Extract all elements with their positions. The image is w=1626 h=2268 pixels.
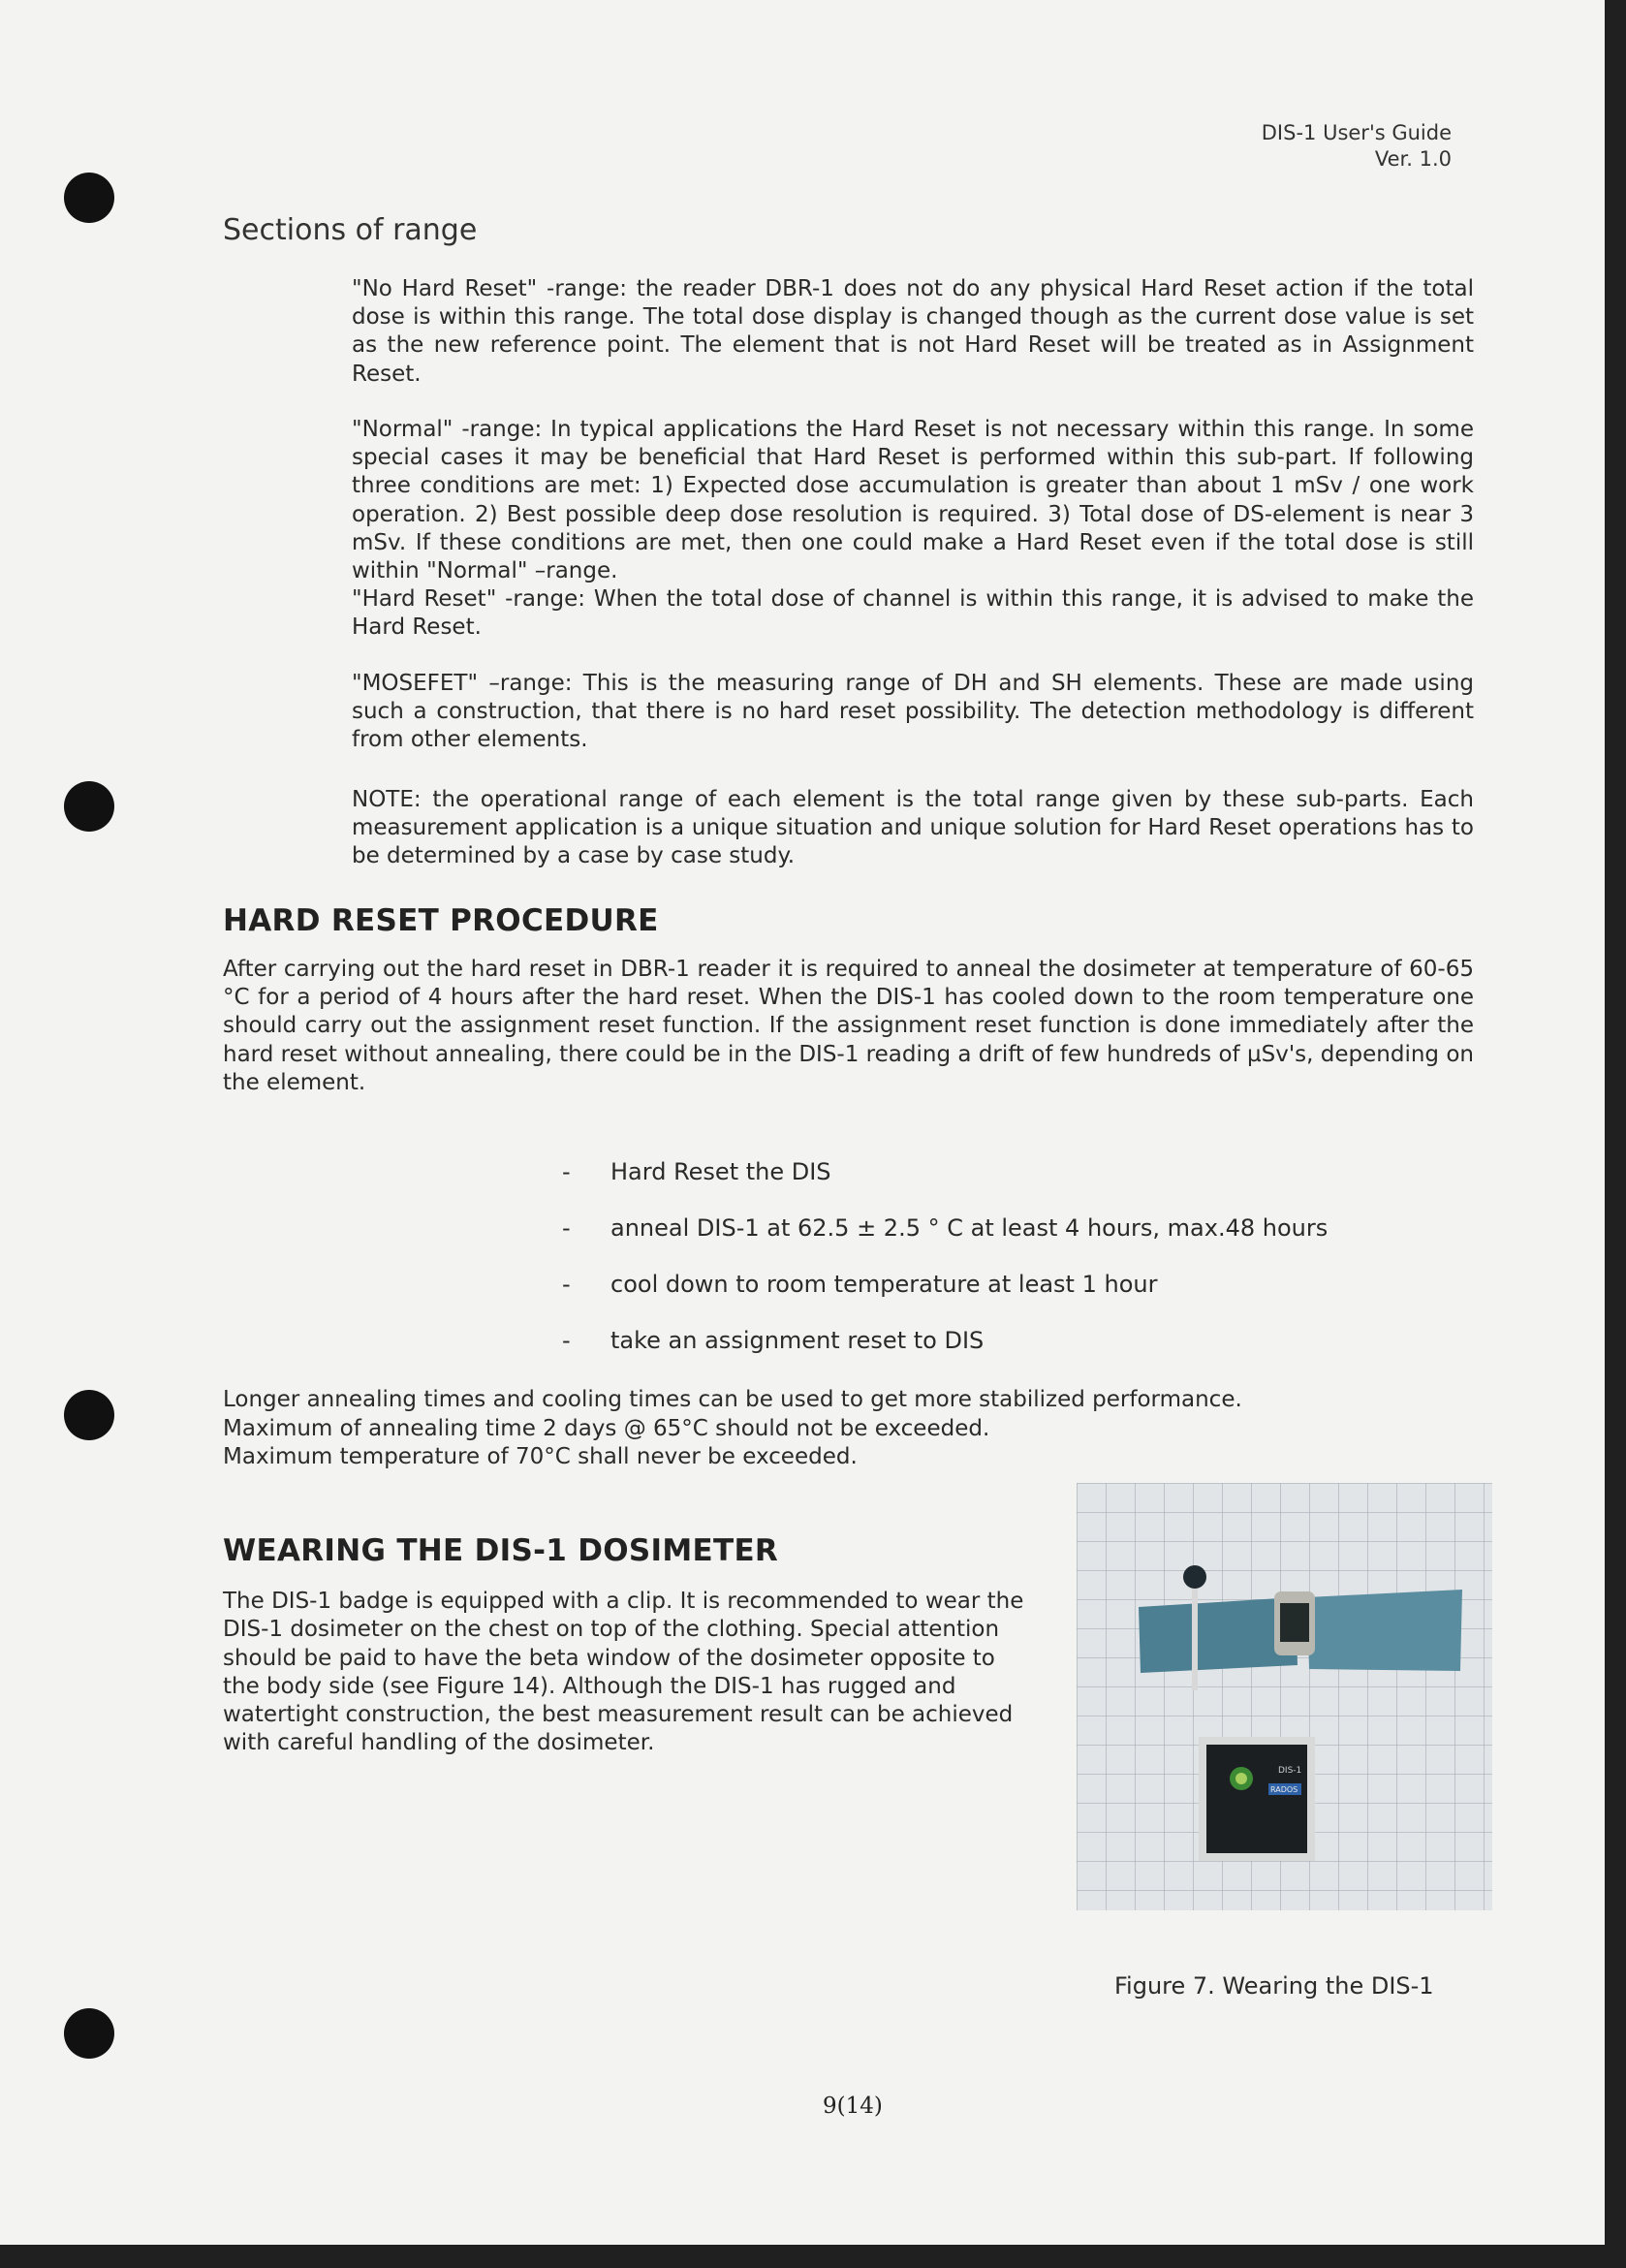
hard-reset-steps-list xyxy=(562,1157,1328,1382)
annealing-note-1: Longer annealing times and cooling times can be used to get more stabilized performance. xyxy=(223,1387,1242,1412)
binder-hole-4 xyxy=(64,2008,114,2059)
binder-hole-3 xyxy=(64,1390,114,1440)
page-number: 9(14) xyxy=(823,2094,883,2119)
wearing-paragraph: The DIS-1 badge is equipped with a clip. It is recommended to wear the DIS-1 dosimeter on the chest on top of the clothing. Special attention should be paid to have the beta window of the dosimeter opposite to the body side (see Figure 14). Although the DIS-1 has rugged and watertight construction, the best measurement result can be achieved with careful handling of the dosimeter. xyxy=(223,1589,1024,1756)
hard-reset-range-paragraph: "Hard Reset" -range: When the total dose of channel is within this range, it is advised to make the Hard Reset. xyxy=(352,586,1474,641)
list-item xyxy=(562,1270,1328,1326)
step-text: Hard Reset the DIS xyxy=(610,1158,831,1185)
note-paragraph: NOTE: the operational range of each element is the total range given by these sub-parts. Each measurement application is a unique situation and unique solution for Hard Reset operations has to be determined by a case by case study. xyxy=(352,787,1474,869)
normal-range-paragraph: "Normal" -range: In typical applications the Hard Reset is not necessary within this range. In some special cases it may be beneficial that Hard Reset is performed within this sub-part. If following three conditions are met: 1) Expected dose accumulation is greater than about 1 mSv / one work operation. 2) Best possible deep dose resolution is required. 3) Total dose of DS-element is near 3 mSv. If these conditions are met, then one could make a Hard Reset even if the total dose is still within "Normal" –range. xyxy=(352,417,1474,584)
wearing-heading: WEARING THE DIS-1 DOSIMETER xyxy=(223,1533,779,1568)
dash-bullet: - xyxy=(562,1271,571,1298)
hard-reset-procedure-heading: HARD RESET PROCEDURE xyxy=(223,903,659,938)
binder-hole-1 xyxy=(64,173,114,223)
hard-reset-intro-paragraph: After carrying out the hard reset in DBR-1 reader it is required to anneal the dosimeter at temperature of 60-65 °C for a period of 4 hours after the hard reset. When the DIS-1 has cooled down to the room temperature one should carry out the assignment reset function. If the assignment reset function is done immediately after the hard reset without annealing, there could be in the DIS-1 reading a drift of few hundreds of µSv's, depending on the element. xyxy=(223,957,1474,1095)
scan-edge-right xyxy=(1605,0,1626,2268)
no-hard-reset-paragraph: "No Hard Reset" -range: the reader DBR-1 does not do any physical Hard Reset action if the total dose is within this range. The total dose display is changed though as the current dose value is set as the new reference point. The element that is not Hard Reset will be treated as in Assignment Reset. xyxy=(352,276,1474,387)
sections-of-range-title: Sections of range xyxy=(223,213,478,247)
mosefet-range-paragraph: "MOSEFET" –range: This is the measuring range of DH and SH elements. These are made using such a construction, that there is no hard reset possibility. The detection methodology is different from other elements. xyxy=(352,671,1474,753)
header-version: Ver. 1.0 xyxy=(1374,147,1452,171)
device-label: DIS-1 xyxy=(1278,1766,1302,1776)
document-header xyxy=(1262,120,1452,173)
list-item xyxy=(562,1326,1328,1382)
step-text: anneal DIS-1 at 62.5 ± 2.5 ° C at least 4 hours, max.48 hours xyxy=(610,1214,1329,1242)
binder-hole-2 xyxy=(64,781,114,832)
list-item xyxy=(562,1157,1328,1213)
dosimeter-photo xyxy=(1077,1483,1492,1910)
list-item xyxy=(562,1213,1328,1270)
header-guide-title: DIS-1 User's Guide xyxy=(1261,121,1452,144)
annealing-note-3: Maximum temperature of 70°C shall never be exceeded. xyxy=(223,1444,858,1469)
step-text: take an assignment reset to DIS xyxy=(610,1327,985,1354)
dosimeter-photo-illustration xyxy=(1077,1483,1492,1910)
annealing-notes xyxy=(223,1386,1242,1472)
scan-edge-bottom xyxy=(0,2245,1626,2268)
dash-bullet: - xyxy=(562,1214,571,1242)
dash-bullet: - xyxy=(562,1327,571,1354)
brand-label: RADOS xyxy=(1270,1785,1298,1794)
dash-bullet: - xyxy=(562,1158,571,1185)
figure-caption: Figure 7. Wearing the DIS-1 xyxy=(1114,1972,1434,2000)
step-text: cool down to room temperature at least 1 hour xyxy=(610,1271,1158,1298)
annealing-note-2: Maximum of annealing time 2 days @ 65°C should not be exceeded. xyxy=(223,1415,990,1441)
